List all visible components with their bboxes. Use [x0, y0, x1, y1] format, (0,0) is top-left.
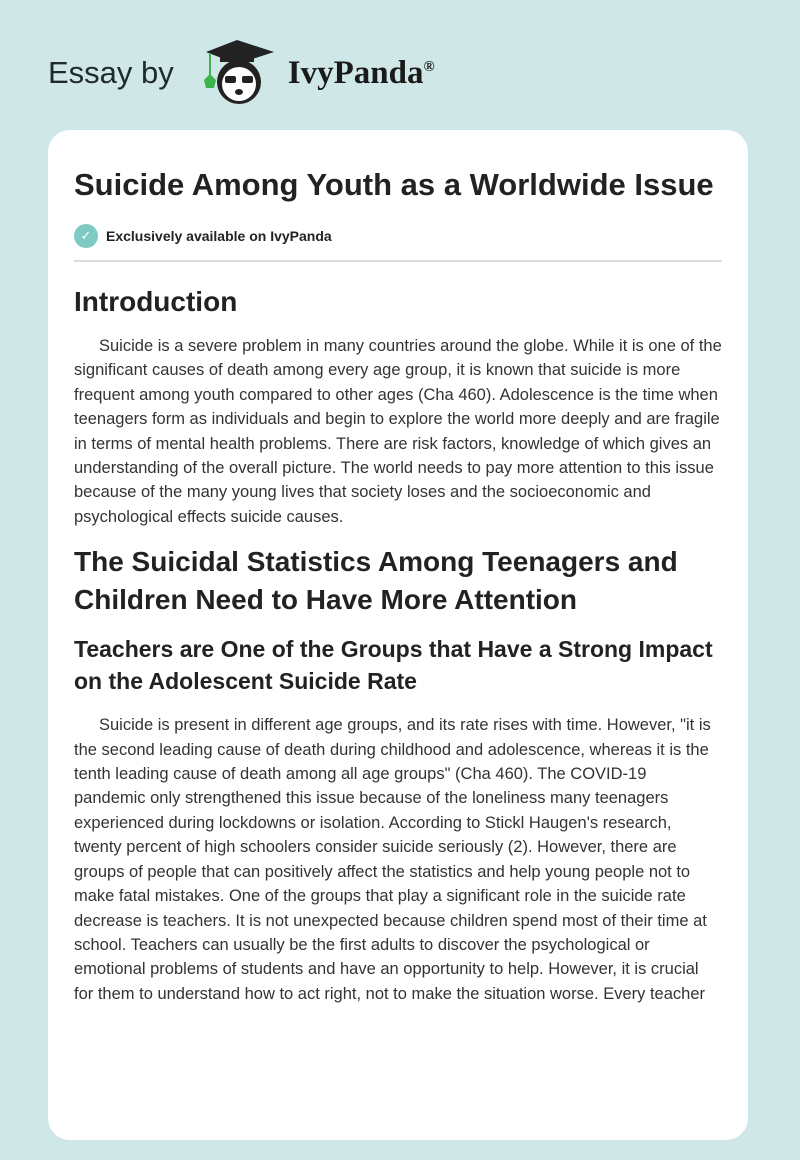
logo-prefix: Essay by — [48, 55, 174, 90]
badge-text: Exclusively available on IvyPanda — [106, 228, 332, 244]
essay-title: Suicide Among Youth as a Worldwide Issue — [74, 167, 714, 202]
section-heading: The Suicidal Statistics Among Teenagers and Children Need to Have More Attention — [74, 546, 678, 616]
check-icon: ✓ — [74, 224, 98, 248]
essay-card — [48, 130, 748, 1140]
site-logo[interactable] — [48, 38, 435, 108]
paragraph: Suicide is a severe problem in many countries around the globe. While it is one of the significant causes of death among every age group, it is known that suicide is more frequent among youth compared to other ages (Cha 460). Adolescence is the time when teenagers form as individuals and begin to explore the world more deeply and are fragile in terms of mental health problems. There are risk factors, knowledge of which gives an understanding of the overall picture. The world needs to pay more attention to this issue because of the many young lives that society loses and the socioeconomic and psychological effects suicide causes. — [74, 337, 722, 526]
subsection-heading: Teachers are One of the Groups that Have a Strong Impact on the Adolescent Suicide Rate — [74, 636, 713, 695]
panda-logo-icon — [194, 38, 280, 108]
section-heading: Introduction — [74, 286, 238, 317]
paragraph: Suicide is present in different age groups, and its rate rises with time. However, "it is the second leading cause of death during childhood and adolescence, whereas it is the tenth leading cause of death among all age groups" (Cha 460). The COVID-19 pandemic only strengthened this issue because of the loneliness many teenagers experienced during lockdowns or isolation. According to Stickl Haugen's research, twenty percent of high schoolers consider suicide seriously (2). However, there are groups of people that can positively affect the statistics and help young people not to make fatal mistakes. One of the groups that play a significant role in the suicide rate decrease is teachers. It is not unexpected because children spend most of their time at school. Teachers can usually be the first adults to discover the psychological or emotional problems of students and have an opportunity to help. However, it is crucial for them to understand how to act right, not to make the situation worse. Every teacher — [74, 716, 711, 1003]
exclusive-badge — [74, 224, 722, 262]
brand-name: IvyPanda® — [287, 54, 435, 91]
